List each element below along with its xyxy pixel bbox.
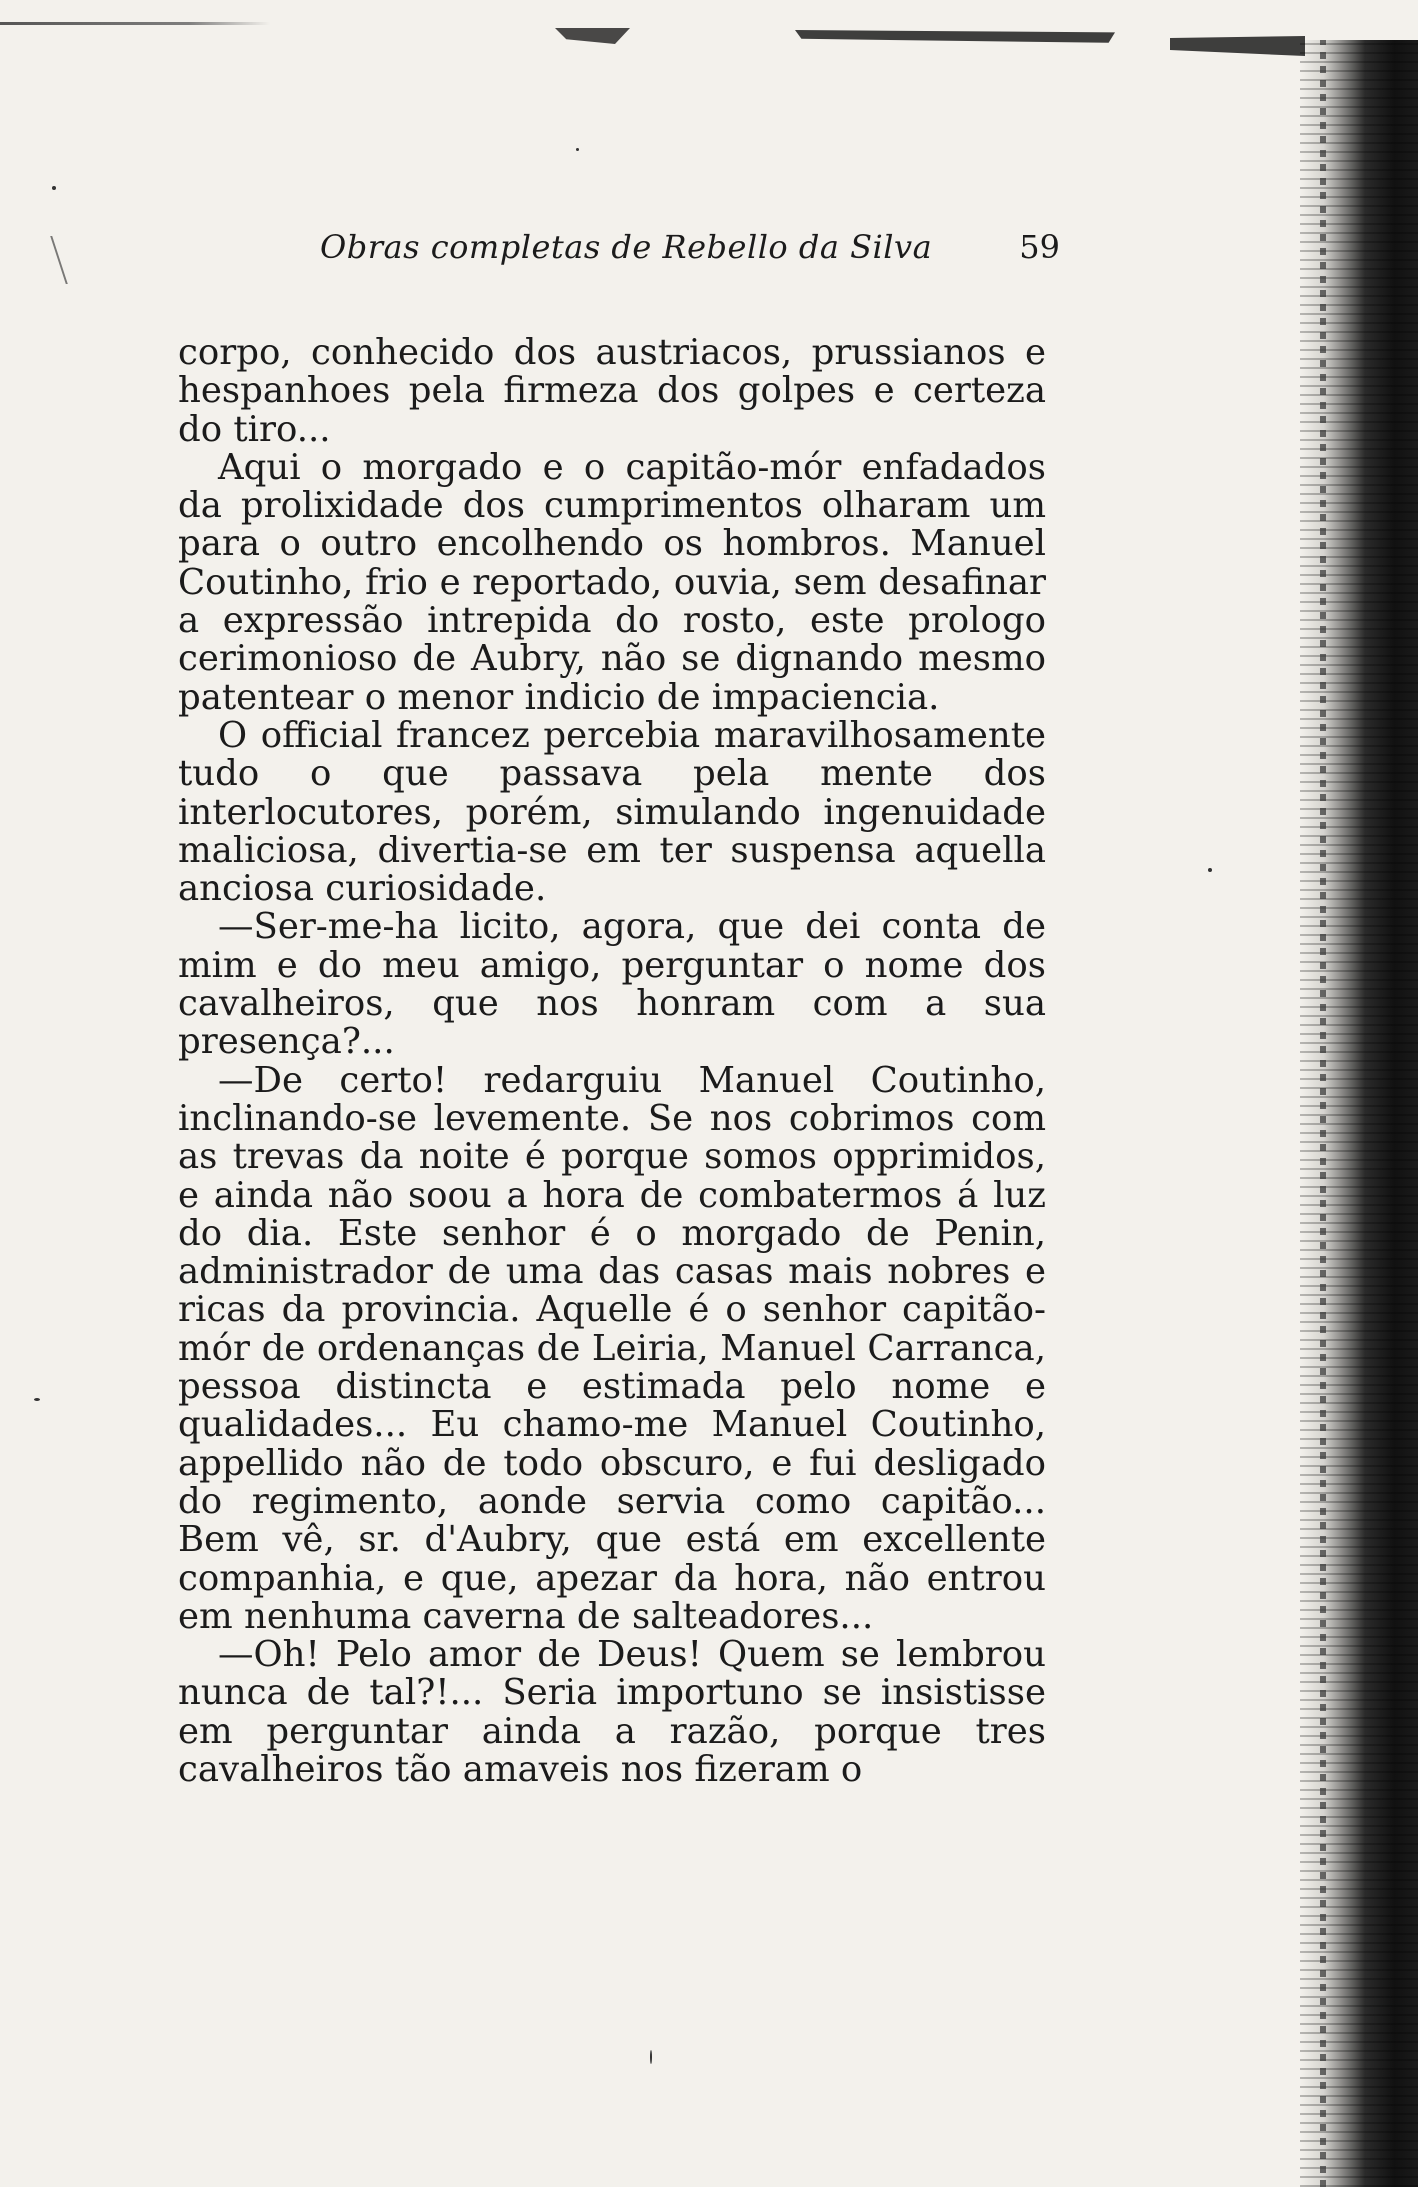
body-text bbox=[178, 334, 1046, 1789]
scan-artifact-top-middle bbox=[555, 28, 630, 44]
scan-speck bbox=[650, 2050, 652, 2064]
paragraph: —Oh! Pelo amor de Deus! Quem se lembrou nunca de tal?!... Seria importuno se insistisse em perguntar ainda a razão, porque tres cavalheiros tão amaveis nos fizeram o bbox=[178, 1634, 1046, 1790]
scan-speck bbox=[1208, 868, 1212, 872]
margin-mark bbox=[50, 236, 96, 284]
scan-artifact-top-far-right bbox=[1170, 36, 1305, 56]
book-spine-shadow bbox=[1300, 40, 1418, 2187]
running-title: Obras completas de Rebello da Silva bbox=[320, 228, 933, 266]
paragraph: —Ser-me-ha licito, agora, que dei conta de mim e do meu amigo, perguntar o nome dos cavalheiros, que nos honram com a sua presença?... bbox=[178, 906, 1046, 1063]
scan-speck bbox=[52, 186, 56, 190]
page-number: 59 bbox=[1019, 228, 1060, 266]
running-header bbox=[320, 228, 1060, 274]
book-spine-edge bbox=[1320, 40, 1326, 2187]
scan-artifact-top-right bbox=[795, 30, 1115, 46]
scan-speck bbox=[576, 148, 579, 151]
paragraph: Aqui o morgado e o capitão-mór enfadados da prolixidade dos cumprimentos olharam um para o outro encolhendo os hombros. Manuel Coutinho, frio e reportado, ouvia, sem desafinar a expressão intrepida do rosto, este prologo cerimonioso de Aubry, não se dignando mesmo patentear o menor indicio de impaciencia. bbox=[178, 446, 1046, 718]
scan-speck bbox=[34, 1398, 40, 1401]
paragraph: O official francez percebia maravilhosamente tudo o que passava pela mente dos interlocutores, porém, simulando ingenuidade maliciosa, divertia-se em ter suspensa aquella anciosa curiosidade. bbox=[178, 714, 1046, 910]
paragraph: —De certo! redarguiu Manuel Coutinho, inclinando-se levemente. Se nos cobrimos com as trevas da noite é porque somos opprimidos, e ainda não soou a hora de combatermos á luz do dia. Este senhor é o morgado de Penin, administrador de uma das casas mais nobres e ricas da provincia. Aquelle é o senhor capitão-mór de ordenanças de Leiria, Manuel Carranca, pessoa distincta e estimada pelo nome e qualidades... Eu chamo-me Manuel Coutinho, appellido não de todo obscuro, e fui desligado do regimento, aonde servia como capitão... Bem vê, sr. d'Aubry, que está em excellente companhia, e que, apezar da hora, não entrou em nenhuma caverna de salteadores... bbox=[178, 1059, 1046, 1637]
scan-artifact-top-left bbox=[0, 22, 270, 25]
paragraph: corpo, conhecido dos austriacos, prussianos e hespanhoes pela firmeza dos golpes e certeza do tiro... bbox=[178, 332, 1046, 450]
